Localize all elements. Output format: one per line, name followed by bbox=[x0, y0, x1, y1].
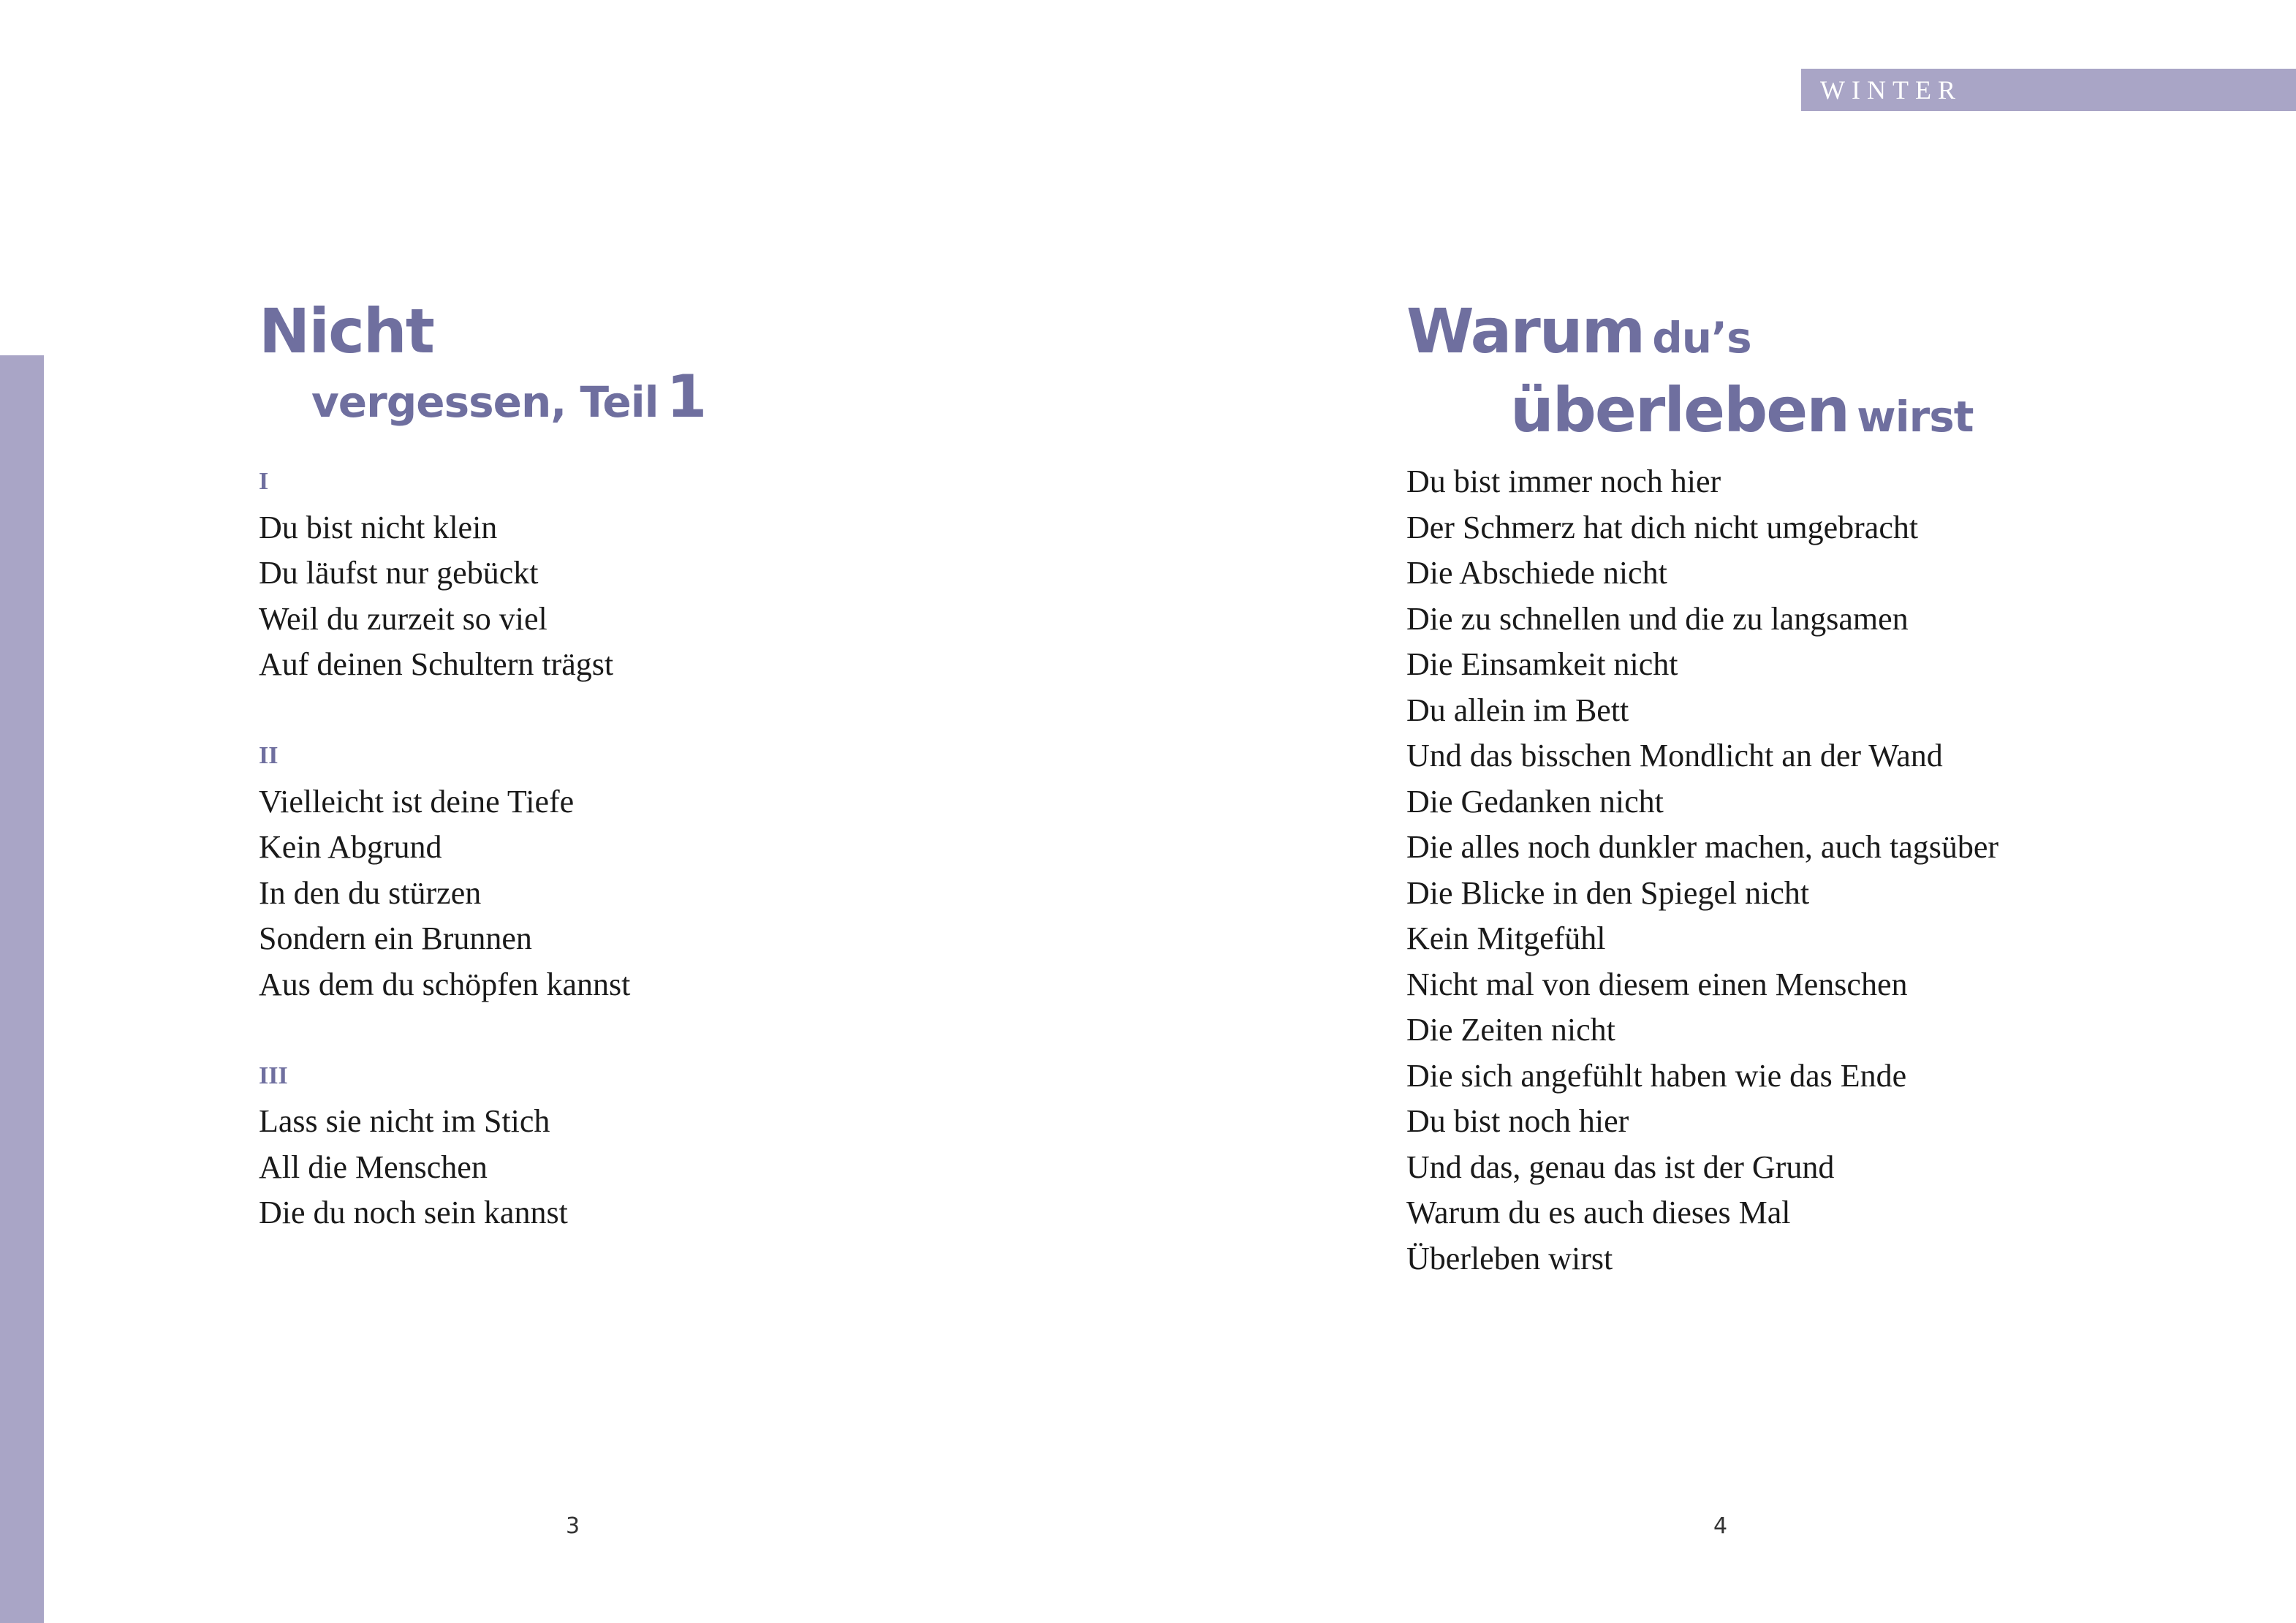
left-title-line2 bbox=[259, 364, 705, 442]
poem-line: Auf deinen Schultern trägst bbox=[259, 646, 614, 682]
poem-line: Überleben wirst bbox=[1406, 1240, 1613, 1276]
poem-line: Die Zeiten nicht bbox=[1406, 1012, 1615, 1048]
section-tab bbox=[1801, 69, 2296, 111]
section-label: WINTER bbox=[1820, 75, 1962, 105]
poem-line: In den du stürzen bbox=[259, 874, 482, 911]
left-title-line2-number: 1 bbox=[666, 363, 706, 431]
stanza-numeral: III bbox=[259, 1062, 288, 1089]
poem-line: All die Menschen bbox=[259, 1149, 488, 1185]
right-poem-title bbox=[1406, 295, 1974, 456]
poem-line: Kein Mitgefühl bbox=[1406, 920, 1606, 956]
right-title-line1-big: Warum bbox=[1406, 295, 1645, 367]
right-title-line2-big: überleben bbox=[1510, 374, 1849, 446]
poem-line: Die du noch sein kannst bbox=[259, 1195, 568, 1230]
poem-line: Der Schmerz hat dich nicht umgebracht bbox=[1406, 509, 1919, 545]
poem-line: Die alles noch dunkler machen, auch tagsüber bbox=[1406, 829, 1999, 865]
poem-line: Die sich angefühlt haben wie das Ende bbox=[1406, 1057, 1907, 1094]
left-title-line2-main: vergessen, Teil bbox=[311, 377, 659, 427]
right-poem-body bbox=[1406, 459, 1998, 1282]
left-edge-bar bbox=[0, 355, 44, 1623]
poem-line: Sondern ein Brunnen bbox=[259, 920, 532, 956]
right-title-line2 bbox=[1406, 374, 1974, 456]
poem-line: Die Einsamkeit nicht bbox=[1406, 646, 1678, 682]
left-poem-title bbox=[259, 295, 706, 442]
poem-line: Die Blicke in den Spiegel nicht bbox=[1406, 874, 1810, 911]
poem-line: Warum du es auch dieses Mal bbox=[1406, 1195, 1791, 1230]
poem-line: Du allein im Bett bbox=[1406, 692, 1629, 728]
page-number-right: 4 bbox=[1713, 1513, 1728, 1539]
poem-line: Und das, genau das ist der Grund bbox=[1406, 1149, 1835, 1185]
poem-line: Nicht mal von diesem einen Menschen bbox=[1406, 966, 1908, 1002]
poem-line: Kein Abgrund bbox=[259, 829, 442, 865]
poem-line: Die Abschiede nicht bbox=[1406, 555, 1667, 591]
right-title-line1 bbox=[1406, 295, 1973, 377]
poem-line: Die zu schnellen und die zu langsamen bbox=[1406, 600, 1909, 637]
stanza-1 bbox=[259, 459, 630, 688]
stanza-numeral: I bbox=[259, 468, 269, 495]
poem-line: Du bist noch hier bbox=[1406, 1103, 1629, 1139]
right-title-line1-small: du’s bbox=[1652, 313, 1751, 363]
poem-line: Weil du zurzeit so viel bbox=[259, 600, 548, 637]
stanza-numeral: II bbox=[259, 742, 279, 769]
poem-line: Vielleicht ist deine Tiefe bbox=[259, 783, 575, 820]
poem-line: Die Gedanken nicht bbox=[1406, 783, 1664, 820]
left-title-line1: Nicht bbox=[259, 295, 433, 367]
poem-line: Aus dem du schöpfen kannst bbox=[259, 966, 631, 1002]
poem-line: Du läufst nur gebückt bbox=[259, 555, 539, 591]
poem-line: Und das bisschen Mondlicht an der Wand bbox=[1406, 738, 1943, 773]
poem-line: Lass sie nicht im Stich bbox=[259, 1103, 550, 1139]
poem-line: Du bist immer noch hier bbox=[1406, 464, 1721, 499]
stanza-3 bbox=[259, 1053, 630, 1236]
page-number-left: 3 bbox=[566, 1513, 580, 1539]
left-poem-body bbox=[259, 459, 630, 1236]
right-title-line2-small: wirst bbox=[1857, 392, 1974, 442]
poem-line: Du bist nicht klein bbox=[259, 509, 498, 545]
stanza-2 bbox=[259, 733, 630, 1007]
